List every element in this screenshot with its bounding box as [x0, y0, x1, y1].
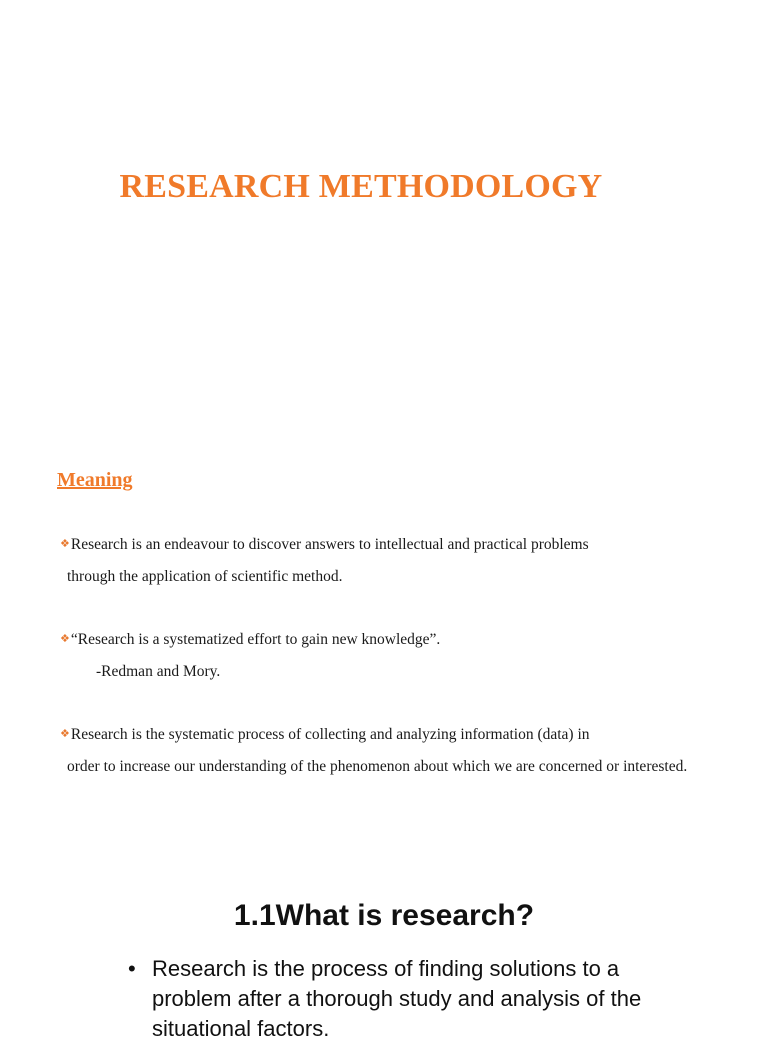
research-bullet-list	[128, 954, 688, 1044]
diamond-bullet-icon: ❖	[60, 537, 70, 550]
bullet-text: Research is the process of finding solutions to a problem after a thorough study and analysis of the situational factors.	[152, 956, 642, 1041]
diamond-bullet-icon: ❖	[60, 632, 70, 645]
slide-title: RESEARCH METHODOLOGY	[119, 168, 603, 205]
what-is-research-heading: 1.1What is research?	[233, 899, 535, 932]
diamond-bullet-icon: ❖	[60, 727, 70, 740]
paragraph-1-line-rest: through the application of scientific method.	[67, 568, 343, 585]
meaning-heading: Meaning	[57, 469, 133, 491]
meaning-paragraph-3	[60, 718, 736, 783]
meaning-paragraph-2	[60, 623, 736, 656]
paragraph-1-line-first: Research is an endeavour to discover answers to intellectual and practical problems	[70, 536, 589, 553]
paragraph-2-quote: “Research is a systematized effort to gain new knowledge”.	[70, 631, 441, 648]
paragraph-3-line-rest: order to increase our understanding of the phenomenon about which we are concerned or interested.	[67, 758, 688, 775]
paragraph-3-line-first: Research is the systematic process of collecting and analyzing information (data) in	[70, 726, 590, 743]
list-item	[128, 954, 688, 1044]
bullet-dot-icon: •	[128, 956, 136, 981]
quote-attribution: -Redman and Mory.	[96, 663, 221, 680]
meaning-paragraph-1	[60, 528, 736, 593]
